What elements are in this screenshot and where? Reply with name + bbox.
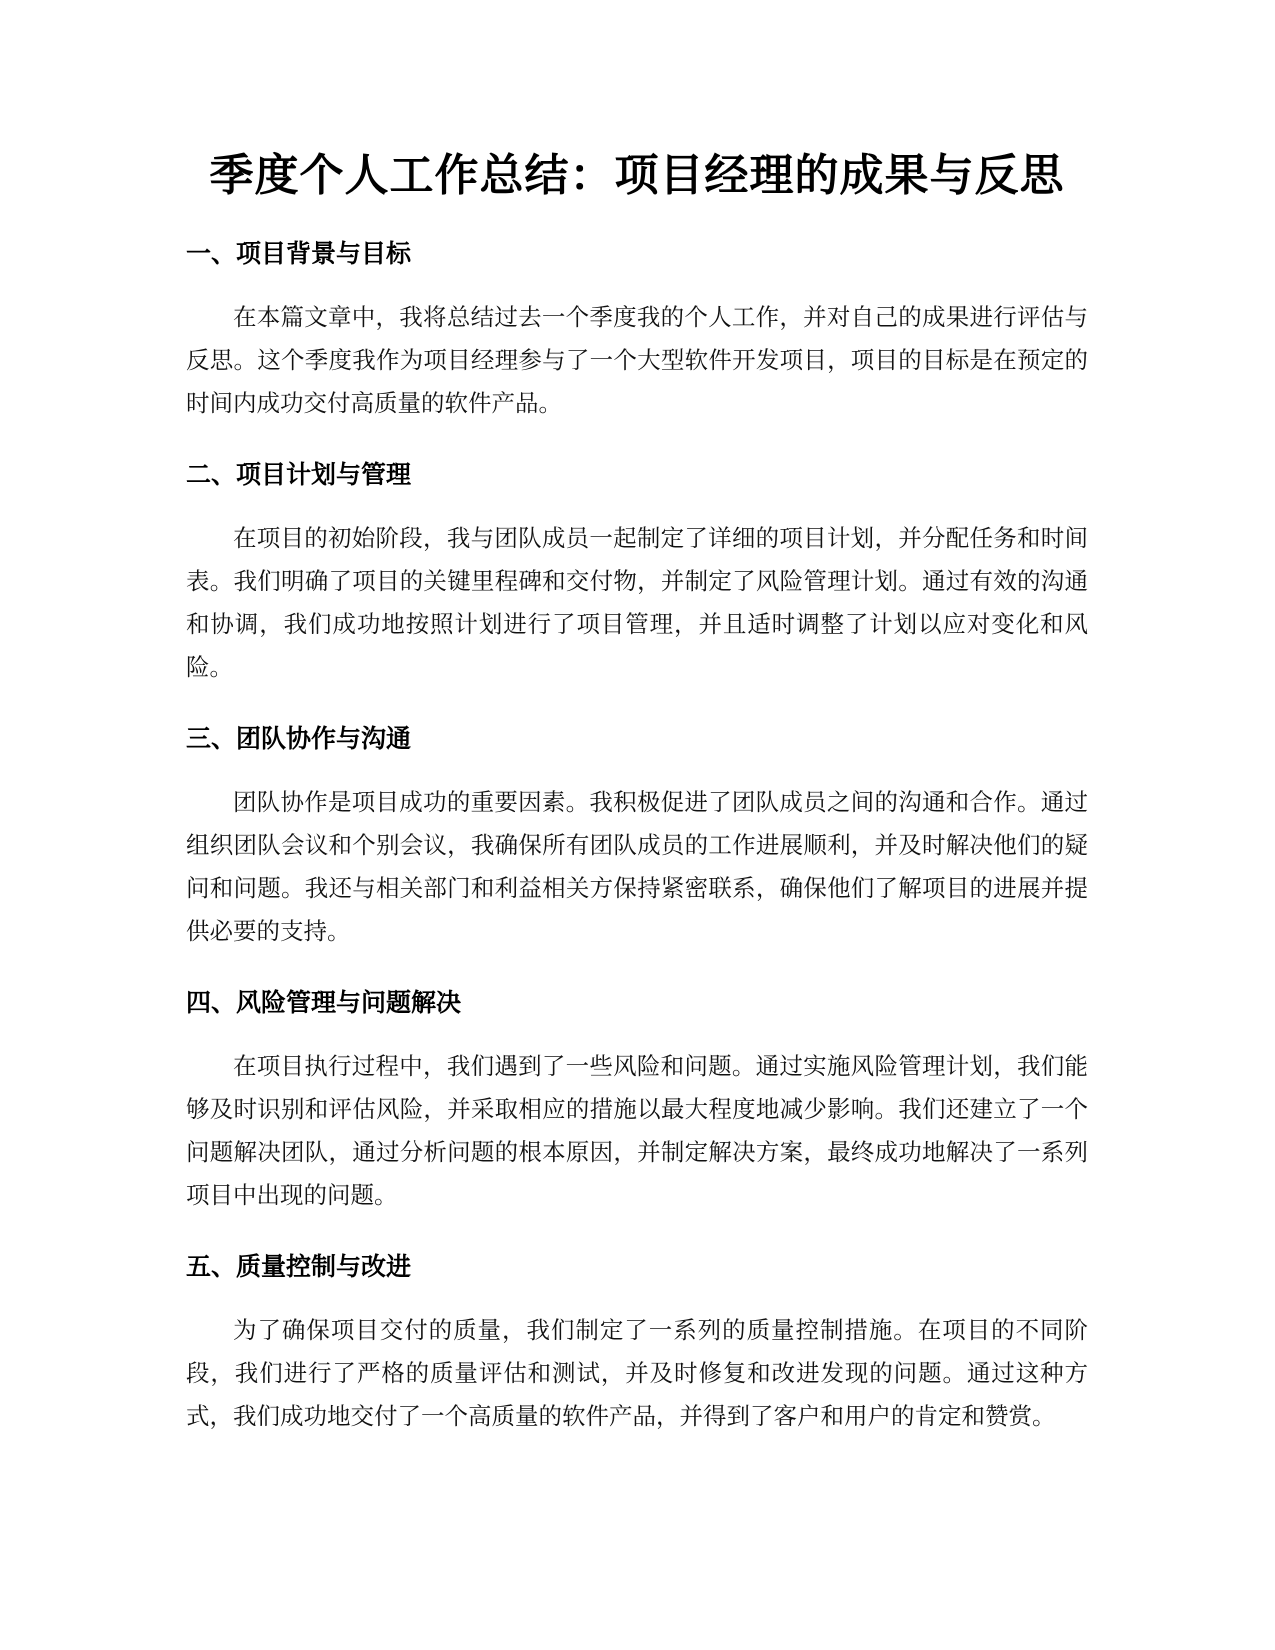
section-heading: 四、风险管理与问题解决 <box>186 988 462 1017</box>
section-quality-control <box>186 1247 1088 1438</box>
section-paragraph: 团队协作是项目成功的重要因素。我积极促进了团队成员之间的沟通和合作。通过组织团队会议和个别会议，我确保所有团队成员的工作进展顺利，并及时解决他们的疑问和问题。我还与相关部门和利益相关方保持紧密联系，确保他们了解项目的进展并提供必要的支持。 <box>186 788 1088 945</box>
section-planning-management <box>186 455 1088 689</box>
section-paragraph: 在本篇文章中，我将总结过去一个季度我的个人工作，并对自己的成果进行评估与反思。这个季度我作为项目经理参与了一个大型软件开发项目，项目的目标是在预定的时间内成功交付高质量的软件产品。 <box>186 303 1088 417</box>
document-page <box>186 140 1088 1438</box>
section-risk-problem-solving <box>186 983 1088 1217</box>
section-heading: 五、质量控制与改进 <box>186 1252 412 1281</box>
section-heading: 二、项目计划与管理 <box>186 460 412 489</box>
section-teamwork-communication <box>186 719 1088 953</box>
section-paragraph: 为了确保项目交付的质量，我们制定了一系列的质量控制措施。在项目的不同阶段，我们进行了严格的质量评估和测试，并及时修复和改进发现的问题。通过这种方式，我们成功地交付了一个高质量的软件产品，并得到了客户和用户的肯定和赞赏。 <box>186 1316 1088 1430</box>
section-paragraph: 在项目执行过程中，我们遇到了一些风险和问题。通过实施风险管理计划，我们能够及时识别和评估风险，并采取相应的措施以最大程度地减少影响。我们还建立了一个问题解决团队，通过分析问题的根本原因，并制定解决方案，最终成功地解决了一系列项目中出现的问题。 <box>186 1052 1088 1209</box>
document-title: 季度个人工作总结：项目经理的成果与反思 <box>209 150 1065 201</box>
section-background-goals <box>186 234 1088 425</box>
section-paragraph: 在项目的初始阶段，我与团队成员一起制定了详细的项目计划，并分配任务和时间表。我们明确了项目的关键里程碑和交付物，并制定了风险管理计划。通过有效的沟通和协调，我们成功地按照计划进行了项目管理，并且适时调整了计划以应对变化和风险。 <box>186 524 1088 681</box>
section-heading: 一、项目背景与目标 <box>186 239 412 268</box>
section-heading: 三、团队协作与沟通 <box>186 724 412 753</box>
